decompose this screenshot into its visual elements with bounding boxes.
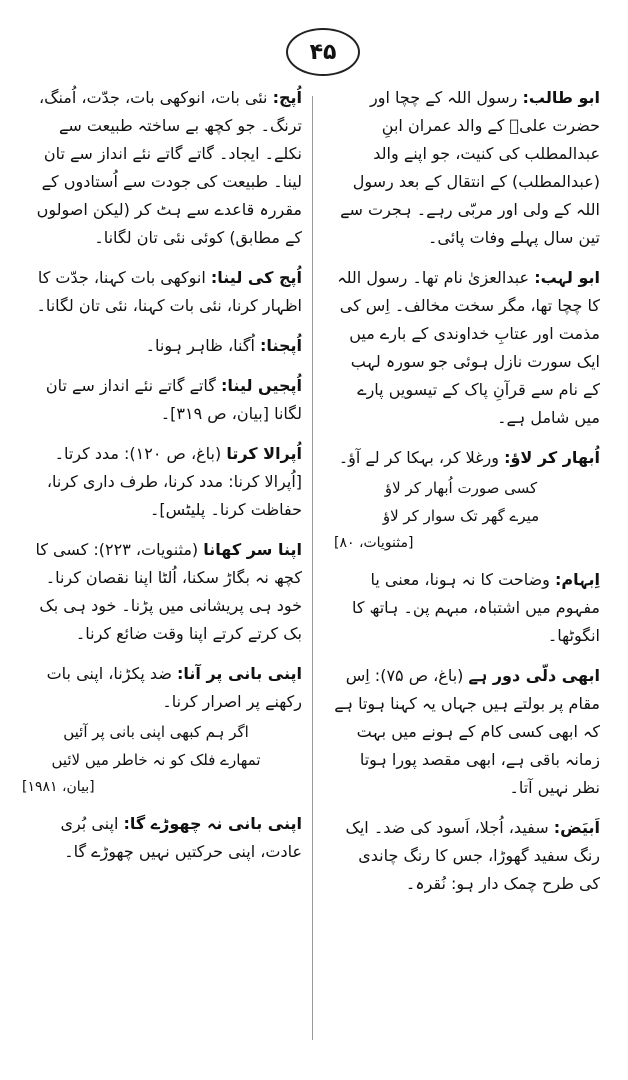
entry-abhi-dilli-door-hai [334, 662, 600, 802]
headword: اپنا سر کھانا [203, 540, 302, 559]
verse-line: میرے گھر تک سوار کر لاؤ [382, 507, 540, 525]
definition: وضاحت کا نہ ہونا، معنی یا مفہوم میں اشتباہ، مبہم پن۔ ہاتھ کا انگوٹھا۔ [352, 570, 600, 645]
entry-ibham [334, 566, 600, 650]
definition: ضد پکڑنا، اپنی بات رکھنے پر اصرار کرنا۔ [46, 664, 302, 711]
definition: گاتے گاتے نئے انداز سے تان لگانا [بیان، ص ۳۱۹]۔ [45, 376, 302, 423]
definition: عبدالعزیٰ نام تھا۔ رسول اللہ کا چچا تھا، مگر سخت مخالف۔ اِس کی مذمت اور عتابِ خداوندی کے بارے میں ایک سورت نازل ہوئی جو سورہ لہب کے نام سے قرآنِ پاک کے تیسویں پارے میں شامل ہے۔ [337, 268, 600, 427]
headword: اِبہام: [555, 570, 600, 589]
left-column [22, 84, 302, 1050]
headword: ابو لہب: [534, 268, 600, 287]
entry-upaj [22, 84, 302, 252]
definition: انوکھی بات کہنا، جدّت کا اظہار کرنا، نئی بات کہنا، نئی تان لگانا۔ [36, 268, 302, 315]
entry-upajen-lena [22, 372, 302, 428]
entry-abyaz [334, 814, 600, 898]
entry-apna-sar-khana [22, 536, 302, 648]
headword: اپنی بانی پر آنا: [177, 664, 302, 683]
headword: اُپجنا: [260, 336, 302, 355]
entry-abu-lahab [334, 264, 600, 432]
headword: اُبھار کر لاؤ: [504, 448, 600, 467]
source-reference: [مثنویات، ۸۰] [334, 535, 414, 551]
definition: رسول اللہ کے چچا اور حضرت علیؑ کے والد عمران ابنِ عبدالمطلب کی کنیت، جو اپنے والد (عبدالمطلب) کے انتقال کے بعد رسول اللہ کے ولی اور مربّی رہے۔ ہجرت سے تین سال پہلے وفات پائی۔ [340, 88, 600, 247]
entry-upajna [22, 332, 302, 360]
definition: اُگنا، ظاہر ہونا۔ [145, 336, 255, 355]
entry-apni-bani-na-chhorega [22, 810, 302, 866]
headword: اُپرالا کرتا [226, 444, 302, 463]
definition: سفید، اُجلا، اَسود کی ضد۔ ایک رنگ سفید گھوڑا، جس کا رنگ چاندی کی طرح چمک دار ہو: نُقرہ۔ [345, 818, 600, 893]
verse-line: تمھارے فلک کو نہ خاطر میں لائیں [51, 751, 261, 769]
definition: ورغلا کر، بہکا کر لے آؤ۔ [338, 448, 499, 467]
headword: اُپج: [272, 88, 302, 107]
page-number: ۴۵ [286, 28, 360, 76]
headword: اپنی بانی نہ چھوڑے گا: [123, 814, 302, 833]
entry-apni-bani-par-aana [22, 660, 302, 798]
headword: اَبیَض: [553, 818, 600, 837]
entry-abu-talib [334, 84, 600, 252]
definition: (مثنویات، ۲۲۳): کسی کا کچھ نہ بگاڑ سکنا، اُلٹا اپنا نقصان کرنا۔ خود ہی پریشانی میں پڑنا۔ خود ہی بک بک کرتے کرتے اپنا وقت ضائع کرنا۔ [35, 540, 302, 643]
right-column [334, 84, 600, 1050]
definition: نئی بات، انوکھی بات، جدّت، اُمنگ، ترنگ۔ جو کچھ بے ساختہ طبیعت سے نکلے۔ ایجاد۔ گاتے گاتے نئے انداز سے تان لینا۔ طبیعت کی جودت سے اُستادوں کے مقررہ قاعدے سے ہٹ کر (لیکن اصولوں کے مطابق) کوئی نئی تان لگانا۔ [36, 88, 302, 247]
column-divider [312, 96, 313, 1040]
definition: اپنی بُری عادت، اپنی حرکتیں نہیں چھوڑے گا۔ [60, 814, 302, 861]
definition: (باغ، ص ۷۵): اِس مقام پر بولتے ہیں جہاں یہ کہنا ہوتا ہے کہ ابھی کسی کام کے ہونے میں بہت زمانہ باقی ہے، ابھی مقصد پورا ہوتا نظر نہیں آتا۔ [334, 666, 600, 797]
headword: ابو طالب: [522, 88, 600, 107]
entry-ubhar-kar-lao [334, 444, 600, 554]
verse-line: کسی صورت اُبھار کر لاؤ [384, 479, 538, 497]
verse-line: اگر ہم کبھی اپنی بانی پر آئیں [63, 723, 249, 741]
headword: اُپجیں لینا: [221, 376, 302, 395]
headword: ابھی دلّی دور ہے [468, 666, 600, 685]
definition: (باغ، ص ۱۲۰): مدد کرتا۔ [اُپرالا کرنا: مدد کرنا، طرف داری کرنا، حفاظت کرنا۔ پلیٹس]۔ [46, 444, 302, 519]
headword: اُپج کی لینا: [210, 268, 302, 287]
entry-upaj-ki-lena [22, 264, 302, 320]
source-reference: [بیان، ۱۹۸۱] [22, 779, 95, 795]
entry-uprala-karta [22, 440, 302, 524]
